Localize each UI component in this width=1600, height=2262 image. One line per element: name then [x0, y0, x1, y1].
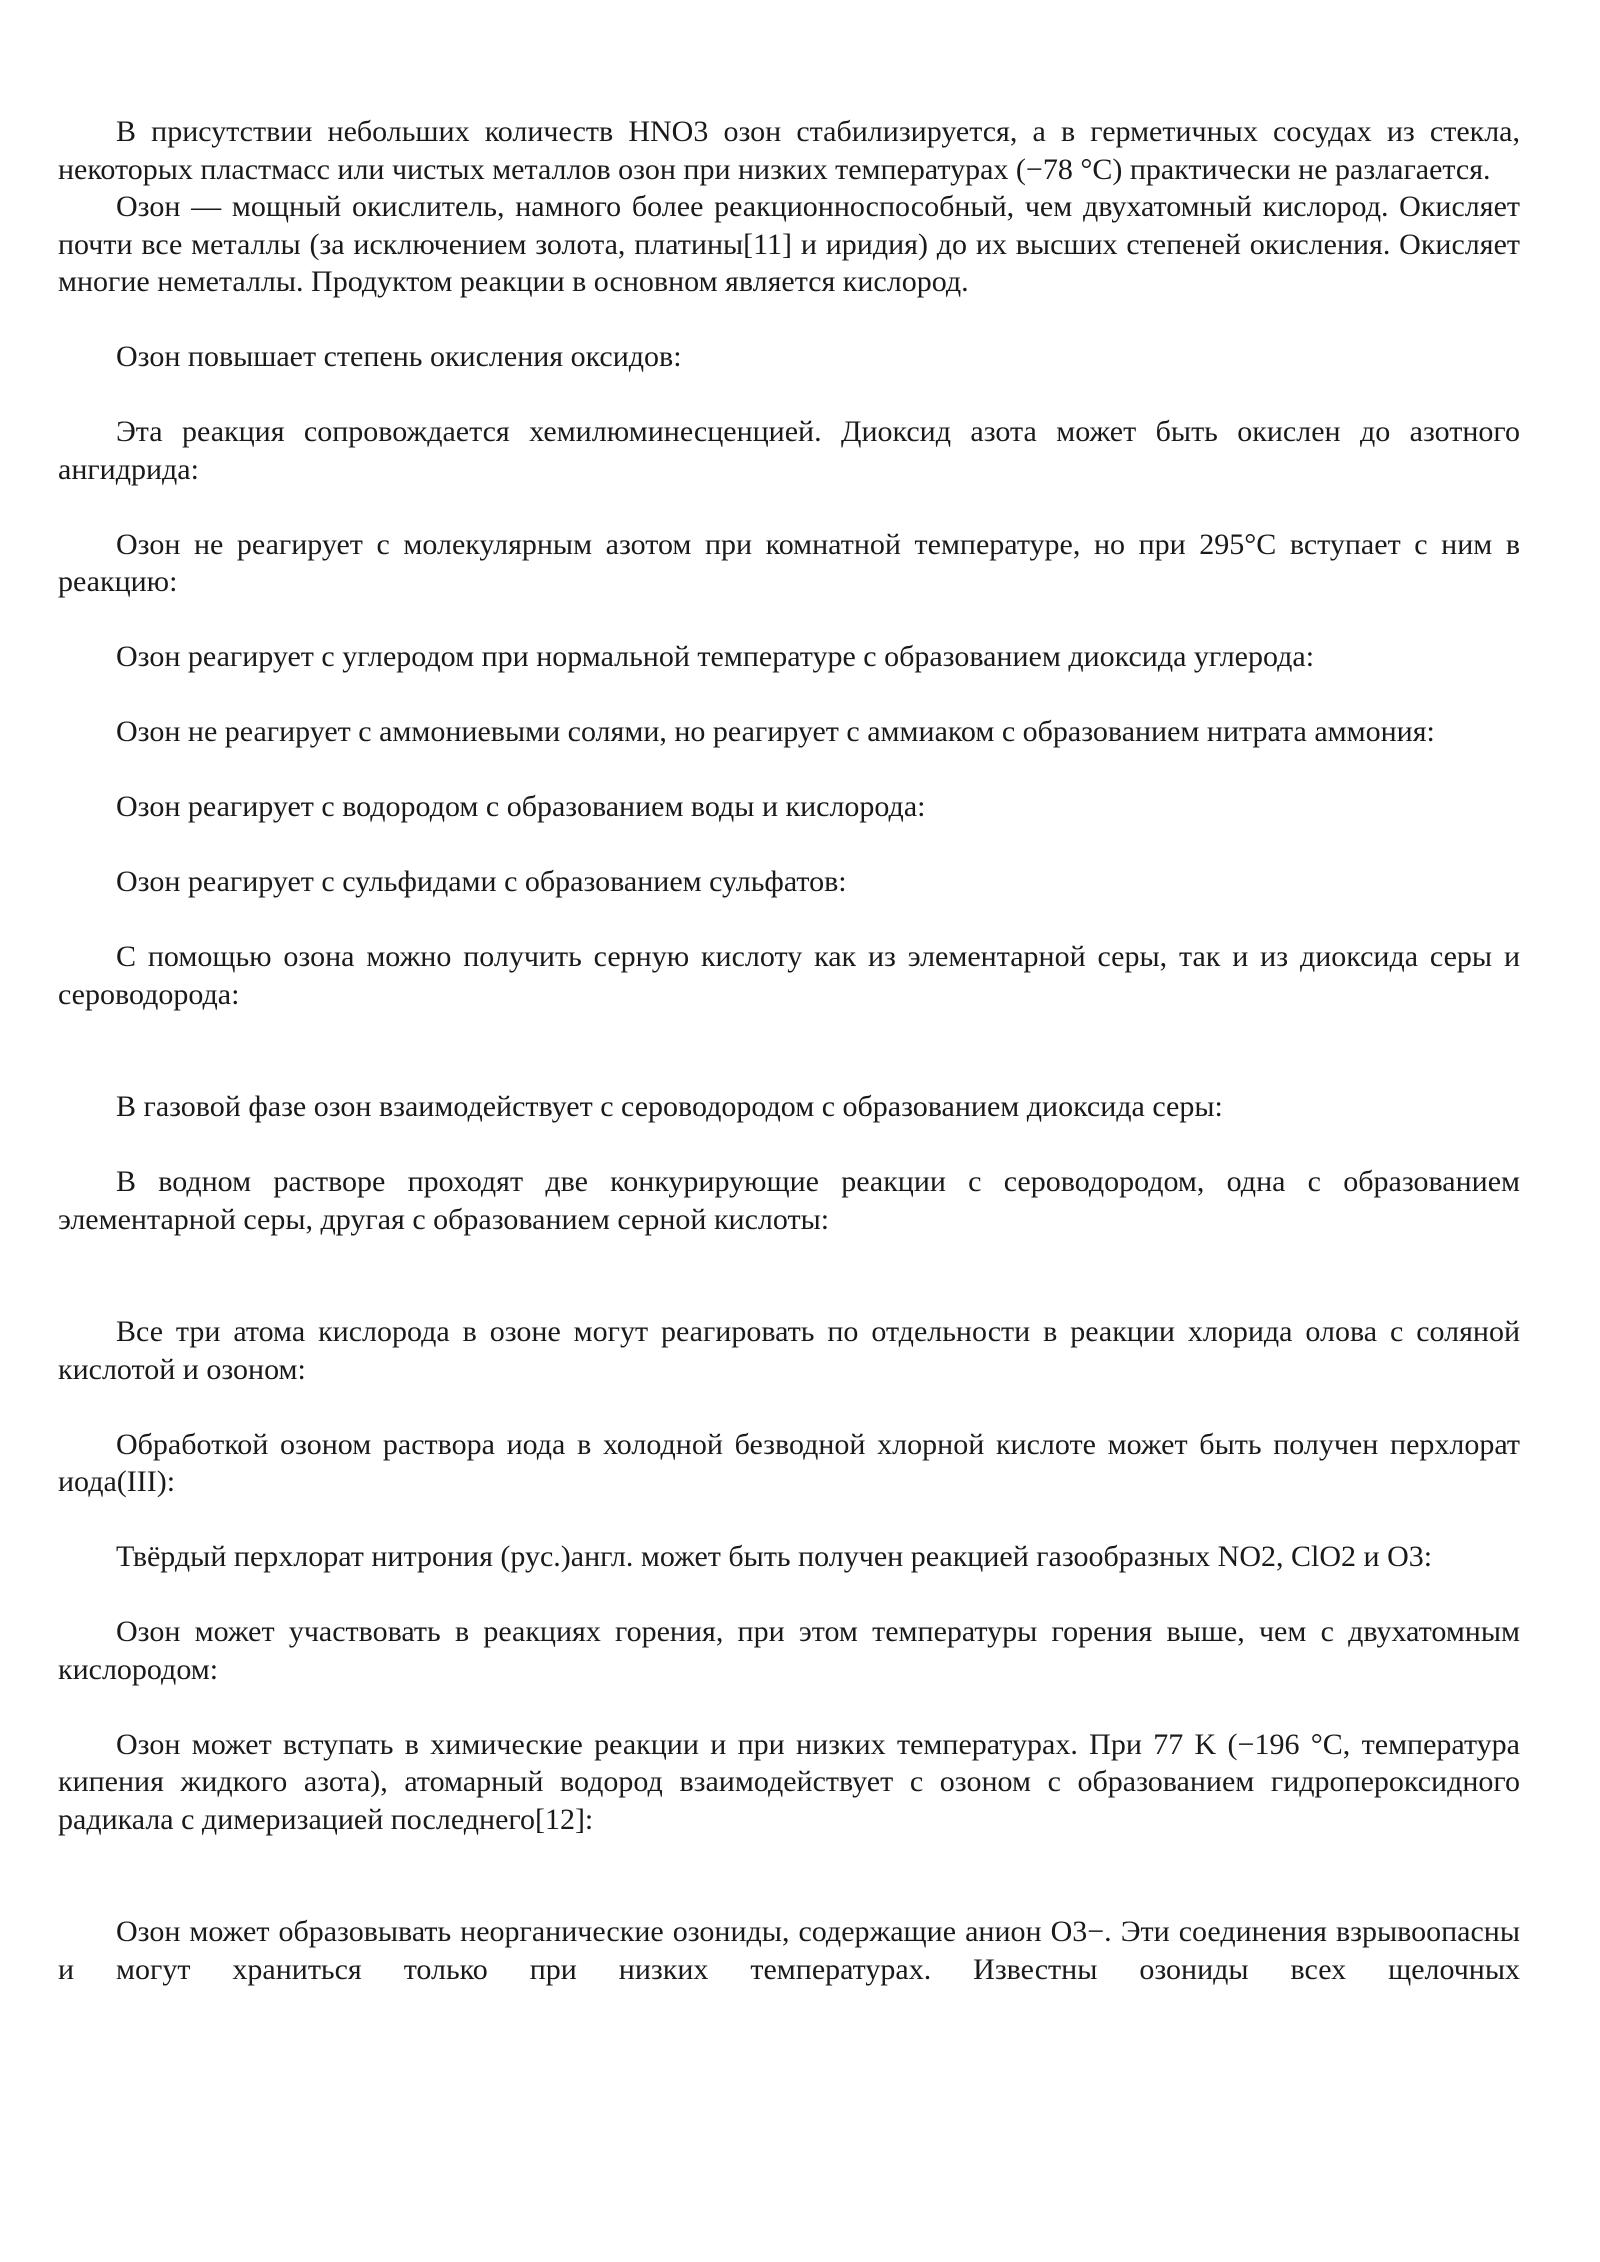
- paragraph-combustion: Озон может участвовать в реакциях горения, при этом температуры горения выше, чем с двухатомным кислородом:: [58, 1615, 1520, 1686]
- paragraph-oxide-oxidation: Озон повышает степень окисления оксидов:: [116, 340, 682, 373]
- spacer: [58, 826, 1520, 864]
- paragraph-chemiluminescence: Эта реакция сопровождается хемилюминесценцией. Диоксид азота может быть окислен до азотного ангидрида:: [58, 415, 1520, 486]
- paragraph-hydrogen-reaction: Озон реагирует с водородом с образованием воды и кислорода:: [116, 790, 926, 823]
- paragraph-hno3-stabilization: В присутствии небольших количеств HNO3 озон стабилизируется, а в герметичных сосудах из стекла, некоторых пластмасс или чистых металлов озон при низких температурах (−78 °C) практически не разлагается.: [58, 115, 1520, 186]
- spacer: [58, 1501, 1520, 1539]
- paragraph-ammonia-reaction: Озон не реагирует с аммониевыми солями, но реагирует с аммиаком с образованием нитрата аммония:: [116, 715, 1435, 748]
- paragraph-gas-phase-h2s: В газовой фазе озон взаимодействует с сероводородом с образованием диоксида серы:: [116, 1090, 1223, 1123]
- spacer: [58, 1126, 1520, 1164]
- paragraph-sulfide-reaction: Озон реагирует с сульфидами с образованием сульфатов:: [116, 865, 847, 898]
- paragraph-iodine-perchlorate: Обработкой озоном раствора иода в холодной безводной хлорной кислоте может быть получен перхлорат иода(III):: [58, 1427, 1520, 1498]
- paragraph-nitronium-perchlorate: Твёрдый перхлорат нитрония (рус.)англ. может быть получен реакцией газообразных NO2, ClO2 и O3:: [116, 1540, 1433, 1573]
- paragraph-ozone-oxidizer: Озон — мощный окислитель, намного более реакционноспособный, чем двухатомный кислород. Окисляет почти все металлы (за исключением золота, платины[11] и иридия) до их высших степеней окисления. Окисляет многие неметаллы. Продуктом реакции в основном является кислород.: [58, 190, 1520, 298]
- paragraph-sulfuric-acid: С помощью озона можно получить серную кислоту как из элементарной серы, так и из диоксида серы и сероводорода:: [58, 940, 1520, 1011]
- paragraph-low-temperature: Озон может вступать в химические реакции и при низких температурах. При 77 K (−196 °C, температура кипения жидкого азота), атомарный водород взаимодействует с озоном с образованием гидропероксидного радикала с димеризацией последнего[12]:: [58, 1727, 1520, 1836]
- spacer: [58, 1688, 1520, 1726]
- paragraph-nitrogen-reaction: Озон не реагирует с молекулярным азотом при комнатной температуре, но при 295°C вступает с ним в реакцию:: [58, 527, 1520, 598]
- spacer: [58, 1238, 1520, 1313]
- spacer: [58, 751, 1520, 789]
- spacer: [58, 1576, 1520, 1614]
- paragraph-tin-chloride: Все три атома кислорода в озоне могут реагировать по отдельности в реакции хлорида олова с соляной кислотой и озоном:: [58, 1315, 1520, 1386]
- spacer: [58, 676, 1520, 714]
- spacer: [58, 1013, 1520, 1088]
- spacer: [58, 1838, 1520, 1913]
- spacer: [58, 601, 1520, 639]
- spacer: [58, 901, 1520, 939]
- spacer: [58, 301, 1520, 339]
- paragraph-carbon-reaction: Озон реагирует с углеродом при нормальной температуре с образованием диоксида углерода:: [116, 640, 1315, 673]
- paragraph-aqueous-h2s: В водном растворе проходят две конкурирующие реакции с сероводородом, одна с образованием элементарной серы, другая с образованием серной кислоты:: [58, 1165, 1520, 1236]
- spacer: [58, 376, 1520, 414]
- spacer: [58, 488, 1520, 526]
- document-body: [58, 113, 1520, 1988]
- spacer: [58, 1388, 1520, 1426]
- paragraph-ozonides: Озон может образовывать неорганические озониды, содержащие анион O3−. Эти соединения взрывоопасны и могут храниться только при низких температурах. Известны озониды всех щелочных: [58, 1915, 1520, 1986]
